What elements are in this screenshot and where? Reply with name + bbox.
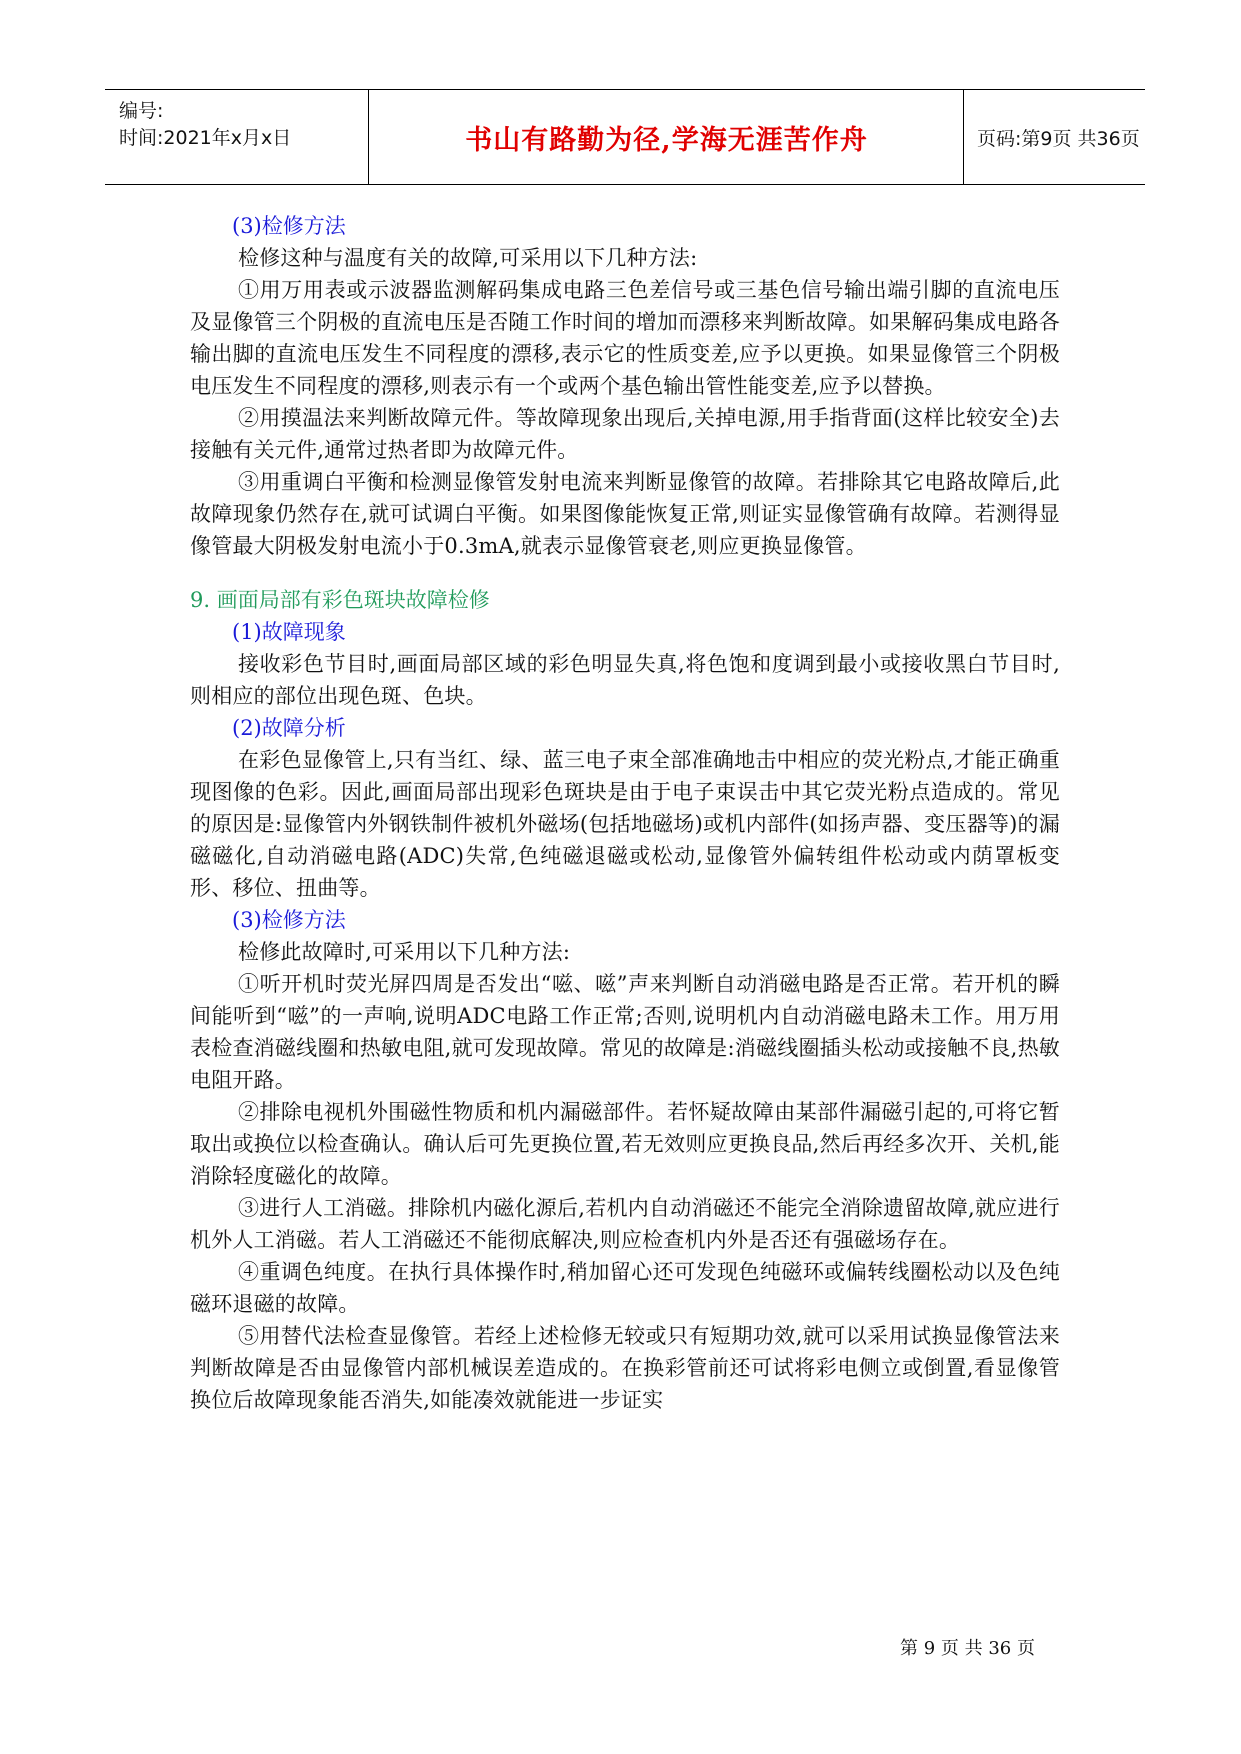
paragraph: ③用重调白平衡和检测显像管发射电流来判断显像管的故障。若排除其它电路故障后,此故障现象仍然存在,就可试调白平衡。如果图像能恢复正常,则证实显像管确有故障。若测得显像管最大阴极发射电流小于0.3mA,就表示显像管衰老,则应更换显像管。: [190, 470, 1060, 558]
header-page-cell: [965, 90, 1145, 184]
paragraph: 在彩色显像管上,只有当红、绿、蓝三电子束全部准确地击中相应的荧光粉点,才能正确重现图像的色彩。因此,画面局部出现彩色斑块是由于电子束误击中其它荧光粉点造成的。常见的原因是:显像管内外钢铁制件被机外磁场(包括地磁场)或机内部件(如扬声器、变压器等)的漏磁磁化,自动消磁电路(ADC)失常,色纯磁退磁或松动,显像管外偏转组件松动或内荫罩板变形、移位、扭曲等。: [190, 748, 1060, 900]
paragraph: ①用万用表或示波器监测解码集成电路三色差信号或三基色信号输出端引脚的直流电压及显像管三个阴极的直流电压是否随工作时间的增加而漂移来判断故障。如果解码集成电路各输出脚的直流电压发生不同程度的漂移,表示它的性质变差,应予以更换。如果显像管三个阴极电压发生不同程度的漂移,则表示有一个或两个基色输出管性能变差,应予以替换。: [190, 278, 1060, 398]
document-body: [190, 210, 1060, 1416]
page-header: [105, 89, 1145, 185]
paragraph: ②用摸温法来判断故障元件。等故障现象出现后,关掉电源,用手指背面(这样比较安全)去接触有关元件,通常过热者即为故障元件。: [190, 406, 1060, 462]
paragraph: ④重调色纯度。在执行具体操作时,稍加留心还可发现色纯磁环或偏转线圈松动以及色纯磁环退磁的故障。: [190, 1260, 1060, 1316]
paragraph: ②排除电视机外围磁性物质和机内漏磁部件。若怀疑故障由某部件漏磁引起的,可将它暂取出或换位以检查确认。确认后可先更换位置,若无效则应更换良品,然后再经多次开、关机,能消除轻度磁化的故障。: [190, 1100, 1060, 1188]
paragraph: 检修这种与温度有关的故障,可采用以下几种方法:: [238, 246, 698, 270]
page-code: 页码:第9页 共36页: [977, 127, 1140, 150]
subheading-fault-analysis: (2)故障分析: [232, 716, 346, 740]
paragraph: ③进行人工消磁。排除机内磁化源后,若机内自动消磁还不能完全消除遗留故障,就应进行机外人工消磁。若人工消磁还不能彻底解决,则应检查机内外是否还有强磁场存在。: [190, 1196, 1060, 1252]
motto-text: 书山有路勤为径,学海无涯苦作舟: [465, 124, 868, 156]
page-footer: 第 9 页 共 36 页: [900, 1638, 1035, 1659]
header-motto-cell: [370, 90, 964, 184]
paragraph: 检修此故障时,可采用以下几种方法:: [238, 940, 571, 964]
subheading-fault-symptom: (1)故障现象: [232, 620, 346, 644]
time-label: 时间:2021年x月x日: [119, 127, 292, 149]
paragraph: ⑤用替代法检查显像管。若经上述检修无较或只有短期功效,就可以采用试换显像管法来判断故障是否由显像管内部机械误差造成的。在换彩管前还可试将彩电侧立或倒置,看显像管换位后故障现象能否消失,如能凑效就能进一步证实: [190, 1324, 1060, 1412]
subheading-repair-method-2: (3)检修方法: [232, 908, 346, 932]
section-heading-9: 9. 画面局部有彩色斑块故障检修: [190, 588, 490, 612]
paragraph: 接收彩色节目时,画面局部区域的彩色明显失真,将色饱和度调到最小或接收黑白节目时,则相应的部位出现色斑、色块。: [190, 652, 1060, 708]
subheading-repair-method-1: (3)检修方法: [232, 214, 346, 238]
number-label: 编号:: [119, 100, 164, 122]
paragraph: ①听开机时荧光屏四周是否发出“嗞、嗞”声来判断自动消磁电路是否正常。若开机的瞬间能听到“嗞”的一声响,说明ADC电路工作正常;否则,说明机内自动消磁电路未工作。用万用表检查消磁线圈和热敏电阻,就可发现故障。常见的故障是:消磁线圈插头松动或接触不良,热敏电阻开路。: [190, 972, 1060, 1092]
header-info-cell: [105, 90, 369, 184]
